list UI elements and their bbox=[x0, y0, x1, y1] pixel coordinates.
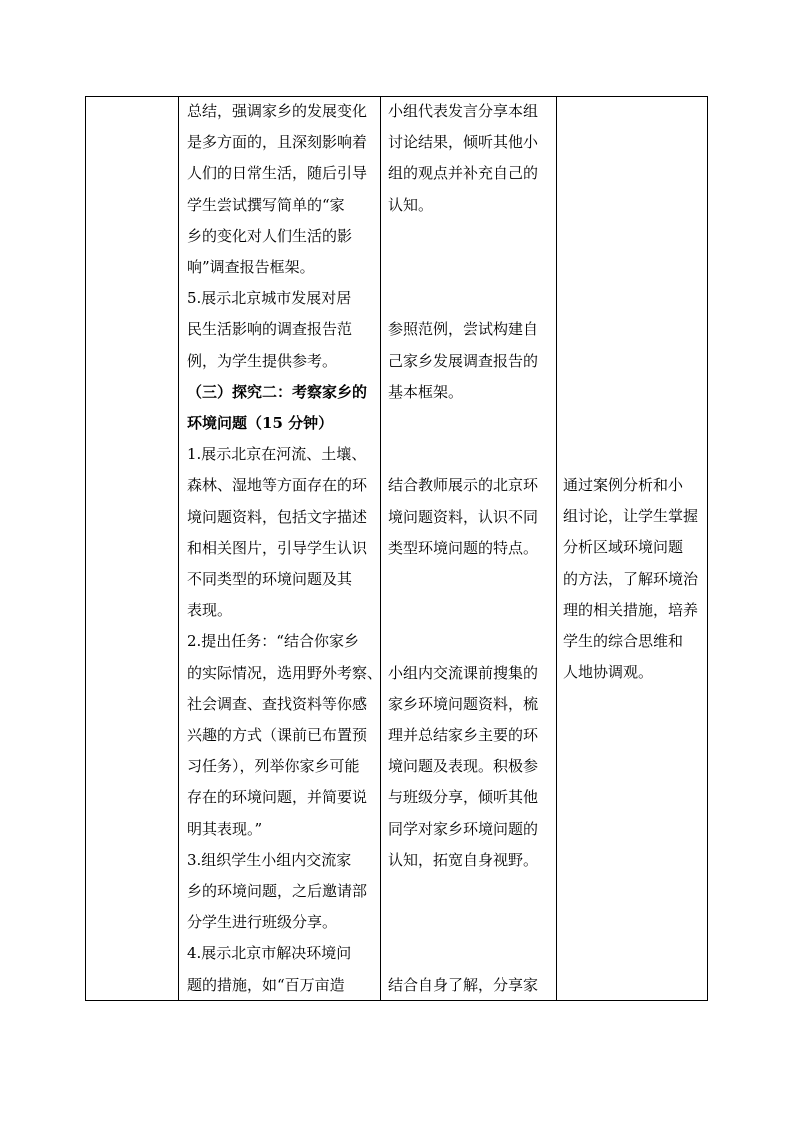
text-line: 是多方面的，且深刻影响着 bbox=[187, 133, 368, 152]
text-line: 人们的日常生活，随后引导 bbox=[187, 164, 368, 183]
text-line: 不同类型的环境问题及其 bbox=[187, 570, 353, 589]
text-line: 乡的环境问题，之后邀请部 bbox=[187, 882, 368, 901]
design-intent-column bbox=[563, 470, 698, 688]
text-line: 响”调查报告框架。 bbox=[187, 258, 315, 277]
text-line: 理的相关措施，培养 bbox=[563, 600, 699, 619]
text-line: 社会调查、查找资料等你感 bbox=[187, 694, 368, 713]
text-line: 参照范例，尝试构建自 bbox=[388, 320, 539, 339]
text-line: 基本框架。 bbox=[388, 382, 464, 401]
text-line: 小组代表发言分享本组 bbox=[388, 102, 539, 120]
text-line: 结合教师展示的北京环 bbox=[388, 476, 539, 495]
text-line: 结合自身了解，分享家 bbox=[388, 975, 539, 994]
text-line: 通过案例分析和小 bbox=[563, 476, 684, 494]
text-line: 兴趣的方式（课前已布置预 bbox=[187, 726, 368, 745]
text-line: 民生活影响的调查报告范 bbox=[187, 320, 353, 339]
text-line bbox=[388, 626, 538, 657]
text-line bbox=[388, 938, 538, 969]
text-line: 境问题及表现。积极参 bbox=[388, 757, 539, 776]
text-line: （三）探究二：考察家乡的 bbox=[187, 382, 368, 401]
text-line bbox=[388, 907, 538, 938]
text-line: 小组内交流课前搜集的 bbox=[388, 663, 539, 682]
text-line bbox=[388, 564, 538, 595]
text-line bbox=[388, 408, 538, 439]
text-line: 4.展示北京市解决环境问 bbox=[187, 944, 352, 963]
teacher-activity-column bbox=[187, 96, 382, 1001]
text-line: 与班级分享，倾听其他 bbox=[388, 788, 539, 807]
text-line: 的方法，了解环境治 bbox=[563, 569, 699, 588]
text-line: 乡的变化对人们生活的影 bbox=[187, 226, 353, 245]
text-line: 1.展示北京在河流、土壤、 bbox=[187, 445, 367, 464]
text-line: 家乡环境问题资料，梳 bbox=[388, 694, 539, 713]
text-line bbox=[388, 595, 538, 626]
text-line: 组的观点并补充自己的 bbox=[388, 164, 539, 183]
text-line: 组讨论，让学生掌握 bbox=[563, 507, 699, 526]
column-divider-1 bbox=[178, 96, 179, 1001]
column-divider-3 bbox=[556, 96, 557, 1001]
text-line: 题的措施，如“百万亩造 bbox=[187, 975, 345, 994]
text-line bbox=[388, 221, 538, 252]
text-line: 学生尝试撰写简单的“家 bbox=[187, 195, 345, 214]
text-line: 例，为学生提供参考。 bbox=[187, 351, 338, 370]
student-activity-column bbox=[388, 96, 538, 1001]
text-line bbox=[388, 876, 538, 907]
text-line: 习任务），列举你家乡可能 bbox=[187, 757, 360, 776]
text-line: 明其表现。” bbox=[187, 819, 263, 838]
text-line: 5.展示北京城市发展对居 bbox=[187, 289, 352, 308]
text-line: 学生的综合思维和 bbox=[563, 632, 684, 651]
text-line: 存在的环境问题，并简要说 bbox=[187, 788, 368, 807]
text-line: 2.提出任务：“结合你家乡 bbox=[187, 632, 359, 651]
text-line: 分学生进行班级分享。 bbox=[187, 913, 338, 932]
text-line: 总结，强调家乡的发展变化 bbox=[187, 102, 368, 120]
text-line bbox=[388, 439, 538, 470]
text-line: 森林、湿地等方面存在的环 bbox=[187, 476, 368, 495]
text-line: 人地协调观。 bbox=[563, 663, 654, 682]
text-line: 同学对家乡环境问题的 bbox=[388, 819, 539, 838]
text-line: 己家乡发展调查报告的 bbox=[388, 351, 539, 370]
text-line bbox=[388, 252, 538, 283]
text-line: 类型环境问题的特点。 bbox=[388, 538, 539, 557]
text-line: 认知，拓宽自身视野。 bbox=[388, 850, 539, 869]
text-line: 表现。 bbox=[187, 601, 233, 620]
text-line bbox=[388, 283, 538, 314]
text-line: 环境问题（15 分钟） bbox=[187, 414, 334, 433]
text-line: 境问题资料，包括文字描述 bbox=[187, 507, 368, 526]
text-line: 3.组织学生小组内交流家 bbox=[187, 850, 352, 869]
text-line: 讨论结果，倾听其他小 bbox=[388, 133, 539, 152]
text-line: 和相关图片，引导学生认识 bbox=[187, 538, 368, 557]
text-line: 分析区域环境问题 bbox=[563, 538, 684, 557]
text-line: 境问题资料，认识不同 bbox=[388, 507, 539, 526]
text-line: 理并总结家乡主要的环 bbox=[388, 726, 539, 745]
text-line: 的实际情况，选用野外考察、 bbox=[187, 663, 383, 682]
text-line: 认知。 bbox=[388, 195, 434, 214]
